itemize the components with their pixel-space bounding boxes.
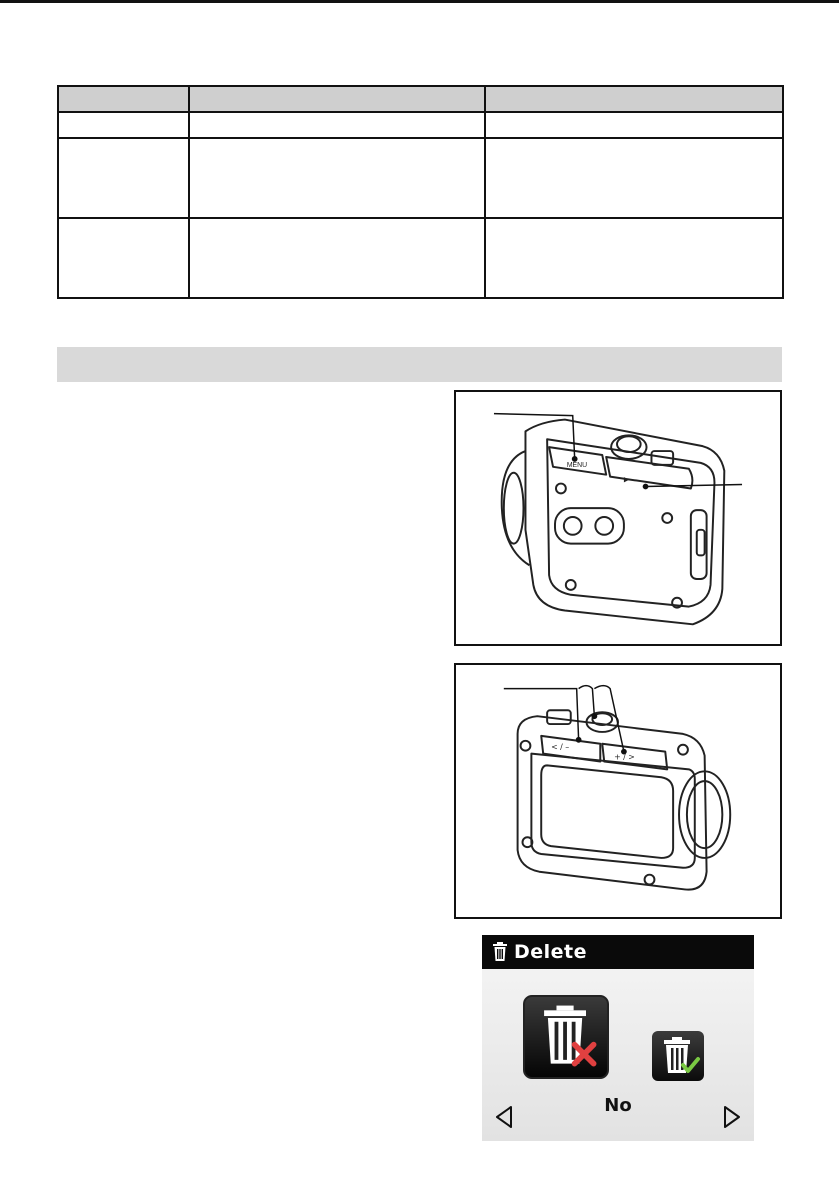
- table-cell: [58, 138, 189, 218]
- table-header-cell: [189, 86, 485, 112]
- table-cell: [189, 138, 485, 218]
- camera-screen-illustration: [456, 665, 780, 917]
- page-top-rule: [0, 0, 839, 3]
- camera-top-view-figure: [454, 390, 782, 646]
- right-arrow-icon[interactable]: [722, 1105, 742, 1129]
- right-plus-button-label: + / >: [614, 752, 635, 762]
- table-header-row: [58, 86, 783, 112]
- table-row: [58, 218, 783, 298]
- menu-button-label: MENU: [566, 461, 588, 469]
- table-cell: [485, 218, 783, 298]
- table-cell: [189, 112, 485, 138]
- table-cell: [58, 112, 189, 138]
- screen-header: [482, 935, 754, 969]
- table-header-cell: [485, 86, 783, 112]
- table-cell: [485, 112, 783, 138]
- left-arrow-icon[interactable]: [494, 1105, 514, 1129]
- table-row: [58, 138, 783, 218]
- spec-table: [57, 85, 784, 299]
- trash-cancel-icon: [525, 997, 607, 1077]
- cancel-delete-option[interactable]: [523, 995, 609, 1079]
- trash-icon: [492, 942, 508, 962]
- confirm-delete-option[interactable]: [652, 1031, 704, 1081]
- selected-option-label: No: [604, 1095, 632, 1116]
- left-minus-button-label: < / –: [551, 742, 570, 752]
- delete-confirmation-screen: [482, 935, 754, 1141]
- table-row: [58, 112, 783, 138]
- camera-screen-view-figure: [454, 663, 782, 919]
- camera-top-illustration: [456, 392, 780, 644]
- trash-confirm-icon: [652, 1031, 704, 1081]
- section-heading-bar: [57, 347, 782, 382]
- screen-title: Delete: [514, 941, 588, 963]
- table-header-cell: [58, 86, 189, 112]
- table-cell: [58, 218, 189, 298]
- playback-button-label: ▶: [623, 475, 630, 484]
- table-cell: [485, 138, 783, 218]
- table-cell: [189, 218, 485, 298]
